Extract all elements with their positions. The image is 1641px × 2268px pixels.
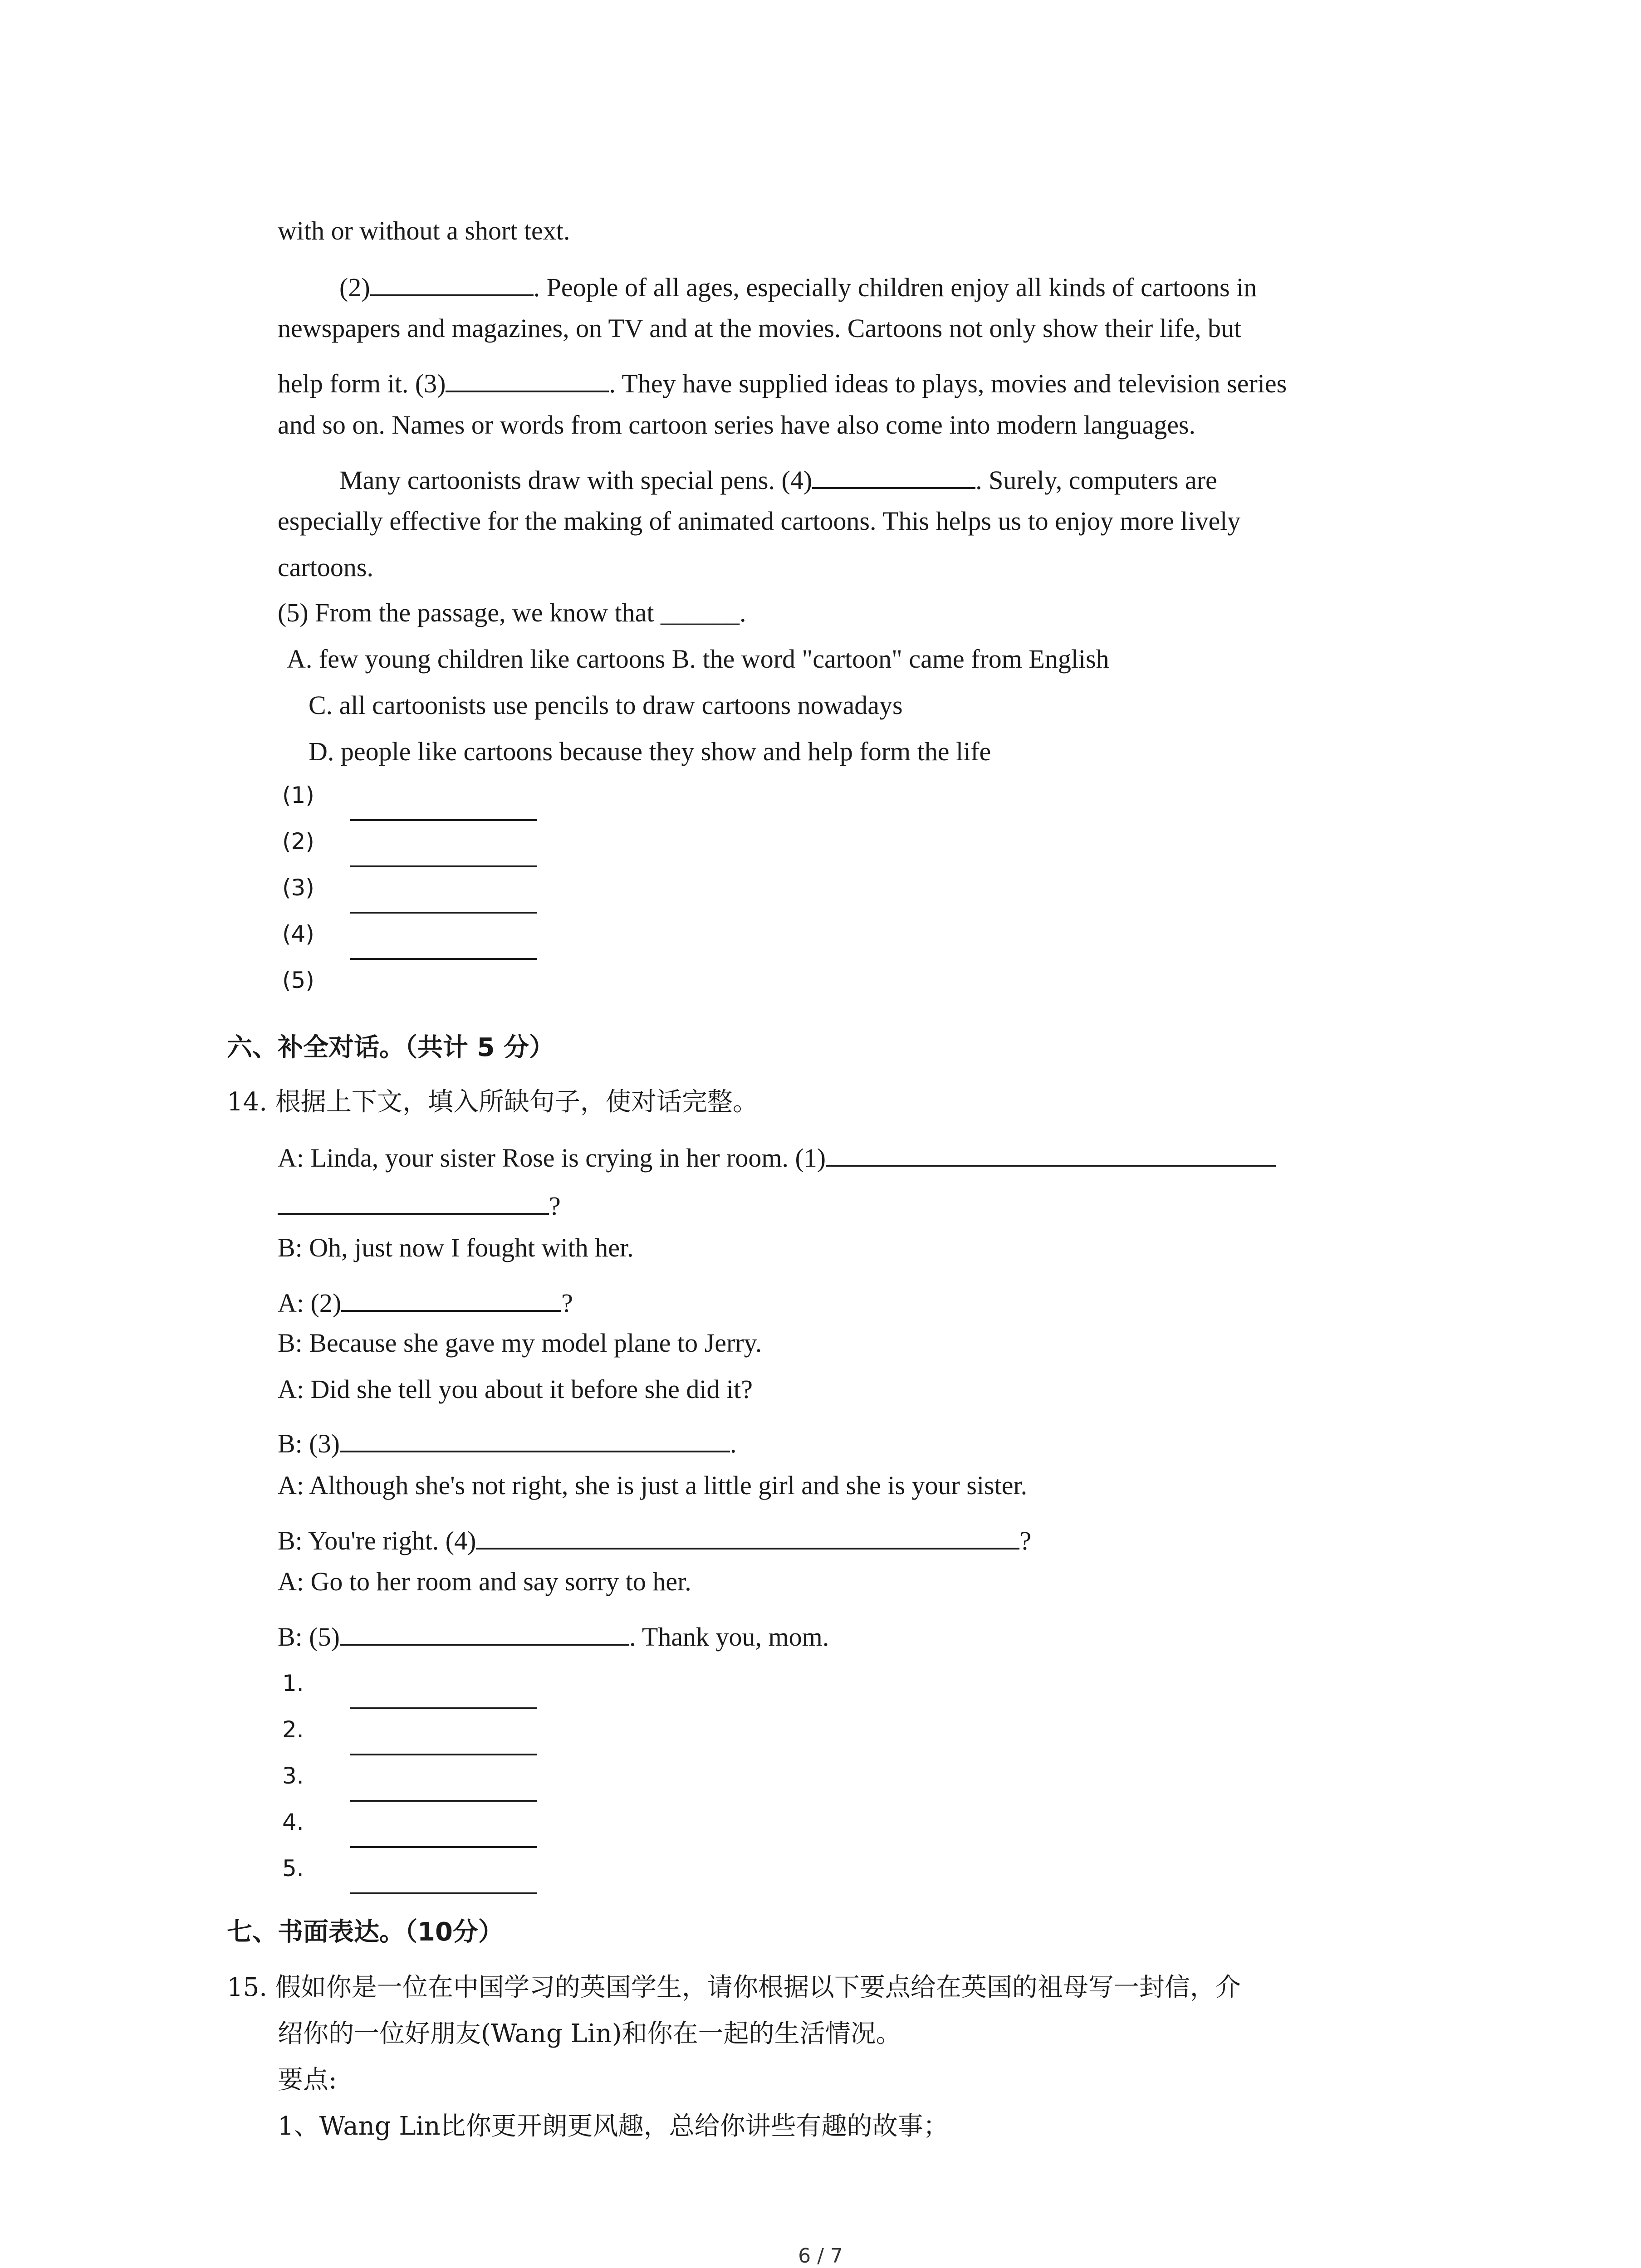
answer-blank[interactable] [278, 1188, 549, 1215]
passage-line: cartoons. [278, 552, 373, 582]
answer-label: (5) [282, 967, 314, 993]
answer-label: 3. [282, 1763, 304, 1789]
answer-blank[interactable] [341, 1285, 561, 1312]
answer-blank[interactable] [476, 1522, 1019, 1549]
dialogue-text: A: Linda, your sister Rose is crying in her room. (1) [278, 1143, 826, 1173]
answer-line[interactable] [350, 1846, 537, 1848]
page-number: 6 / 7 [798, 2244, 843, 2268]
dialogue-line: B: Because she gave my model plane to Jerry. [278, 1328, 762, 1358]
passage-line: and so on. Names or words from cartoon series have also come into modern languages. [278, 410, 1196, 440]
dialogue-text: ? [1019, 1526, 1032, 1555]
question-15-cont: 绍你的一位好朋友(Wang Lin)和你在一起的生活情况。 [278, 2019, 901, 2048]
passage-line [278, 365, 1287, 397]
answer-label: (1) [282, 782, 314, 808]
answer-line[interactable] [350, 865, 537, 867]
dialogue-text: ? [549, 1191, 561, 1221]
answer-blank[interactable] [340, 1618, 629, 1646]
answer-line[interactable] [350, 1707, 537, 1709]
dialogue-text: A: (2) [278, 1288, 342, 1318]
passage-line: especially effective for the making of animated cartoons. This helps us to enjoy more lively [278, 506, 1241, 536]
passage-text: . They have supplied ideas to plays, movies and television series [609, 369, 1287, 398]
dialogue-line: A: Although she's not right, she is just a little girl and she is your sister. [278, 1471, 1028, 1500]
answer-label: (4) [282, 921, 314, 947]
section-title: 七、书面表达。（10分） [227, 1917, 504, 1947]
dialogue-text: . Thank you, mom. [629, 1622, 829, 1652]
answer-blank[interactable] [826, 1139, 1276, 1167]
answer-line[interactable] [350, 958, 537, 960]
answer-line[interactable] [350, 1892, 537, 1894]
passage-line: newspapers and magazines, on TV and at the movies. Cartoons not only show their life, but [278, 313, 1242, 343]
passage-text: . Surely, computers are [975, 465, 1217, 495]
points-label: 要点: [278, 2065, 337, 2095]
answer-line[interactable] [350, 1754, 537, 1755]
answer-line[interactable] [350, 819, 537, 821]
dialogue-line: A: Did she tell you about it before she did it? [278, 1374, 753, 1404]
dialogue-text: . [730, 1429, 737, 1458]
passage-text: . People of all ages, especially children enjoy all kinds of cartoons in [533, 273, 1257, 302]
dialogue-text: ? [561, 1288, 573, 1318]
option-d: D. people like cartoons because they show and help form the life [309, 737, 991, 766]
dialogue-line [278, 1618, 829, 1650]
dialogue-text: B: You're right. (4) [278, 1526, 476, 1555]
answer-label: 2. [282, 1716, 304, 1743]
question-5: (5) From the passage, we know that ______. [278, 598, 746, 627]
dialogue-text: B: (3) [278, 1429, 340, 1458]
dialogue-line [278, 1139, 1276, 1171]
dialogue-line: A: Go to her room and say sorry to her. [278, 1567, 691, 1596]
passage-text: help form it. (3) [278, 369, 446, 398]
answer-blank[interactable] [370, 269, 534, 296]
question-14: 14. 根据上下文，填入所缺句子，使对话完整。 [227, 1087, 758, 1117]
dialogue-line [278, 1522, 1031, 1554]
answer-blank[interactable] [446, 365, 609, 392]
passage-line [339, 462, 1217, 494]
option-c: C. all cartoonists use pencils to draw cartoons nowadays [309, 690, 903, 720]
dialogue-line: B: Oh, just now I fought with her. [278, 1233, 634, 1262]
answer-label: (3) [282, 875, 314, 901]
answer-label: 5. [282, 1855, 304, 1882]
dialogue-line [278, 1285, 573, 1316]
answer-label: 4. [282, 1809, 304, 1835]
dialogue-line [278, 1188, 561, 1219]
answer-line[interactable] [350, 912, 537, 914]
blank-number: (2) [339, 273, 370, 302]
answer-line[interactable] [350, 1800, 537, 1802]
dialogue-text: B: (5) [278, 1622, 340, 1652]
answer-label: 1. [282, 1670, 304, 1696]
question-15: 15. 假如你是一位在中国学习的英国学生，请你根据以下要点给在英国的祖母写一封信，介 [227, 1973, 1241, 2002]
dialogue-line [278, 1425, 736, 1457]
option-ab: A. few young children like cartoons B. the word "cartoon" came from English [287, 644, 1109, 674]
passage-line [339, 269, 1257, 301]
answer-blank[interactable] [340, 1425, 730, 1452]
passage-line: with or without a short text. [278, 216, 570, 245]
passage-text: Many cartoonists draw with special pens. (4) [339, 465, 813, 495]
section-title: 六、补全对话。（共计 5 分） [227, 1033, 554, 1062]
answer-blank[interactable] [812, 462, 975, 489]
point-1: 1、Wang Lin比你更开朗更风趣，总给你讲些有趣的故事； [278, 2112, 949, 2141]
answer-label: (2) [282, 828, 314, 855]
